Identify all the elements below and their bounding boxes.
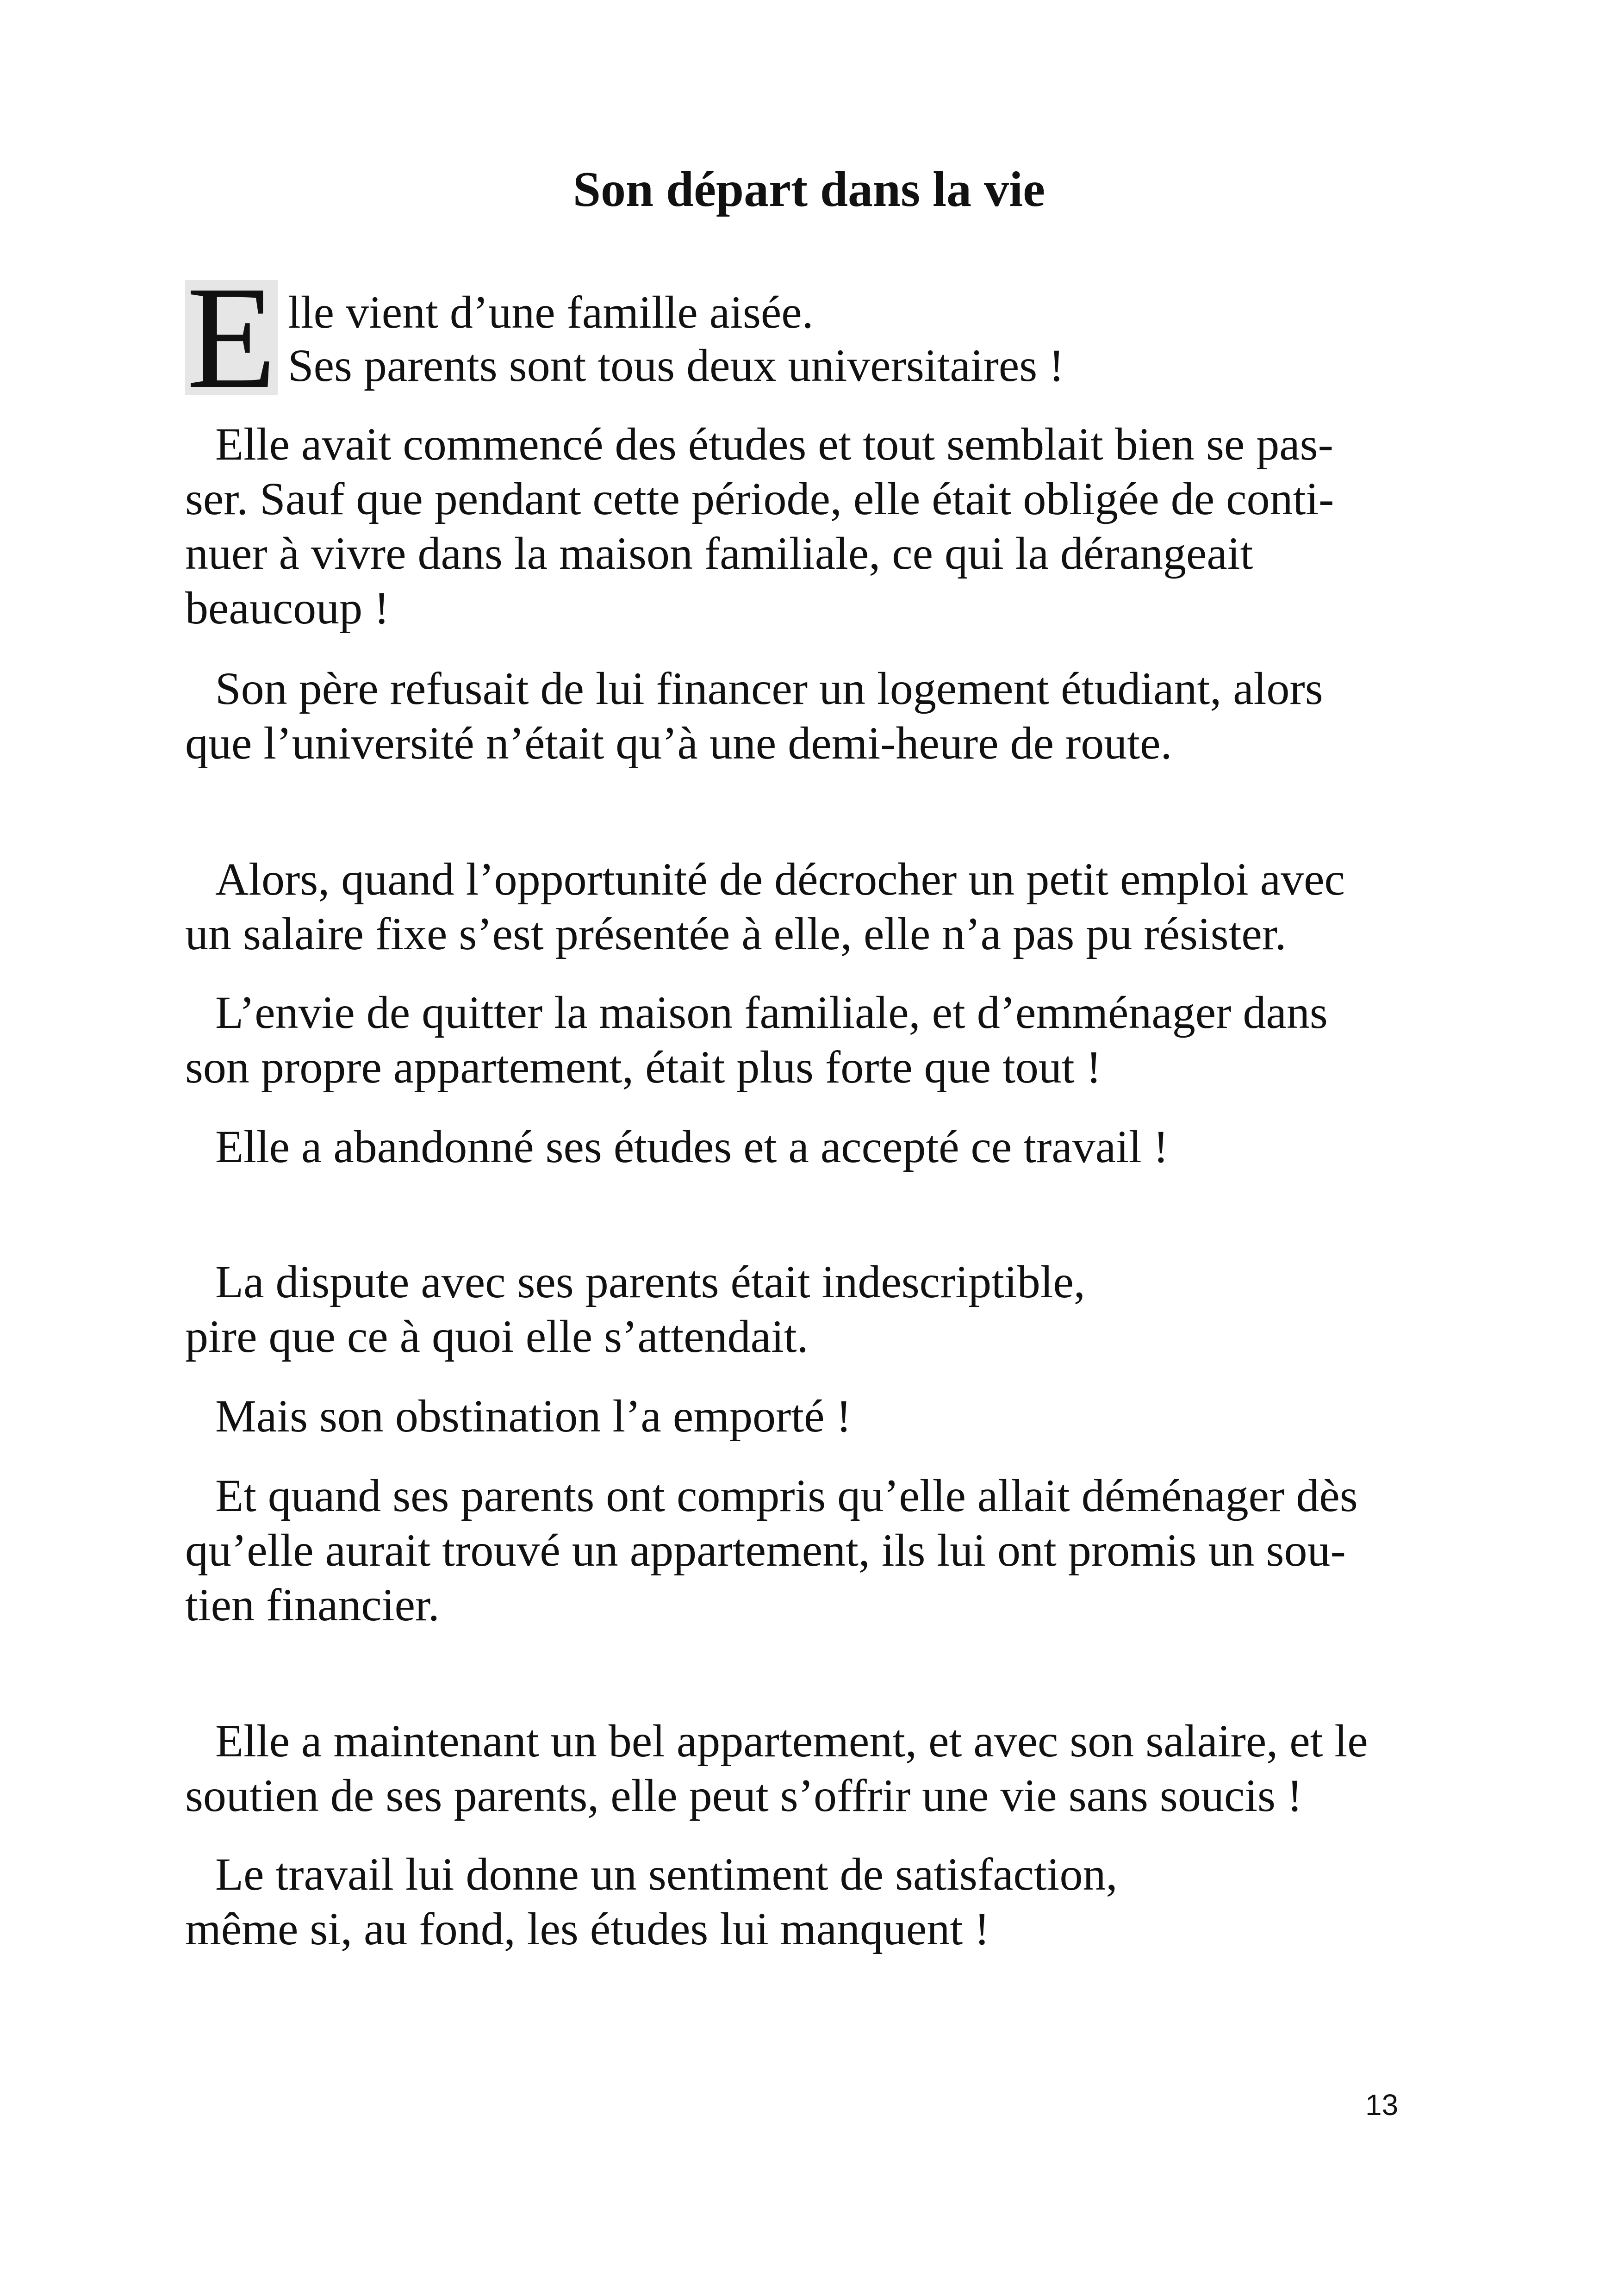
text-line: La dispute avec ses parents était indescriptible, (215, 1256, 1085, 1307)
text-line: nuer à vivre dans la maison familiale, ce qui la dérangeait (185, 528, 1253, 579)
text-line: Elle a maintenant un bel appartement, et avec son salaire, et le (215, 1715, 1368, 1767)
text-line: soutien de ses parents, elle peut s’offrir une vie sans soucis ! (185, 1770, 1303, 1821)
text-line: qu’elle aurait trouvé un appartement, ils lui ont promis un sou- (185, 1524, 1346, 1576)
page-title: Son départ dans la vie (573, 162, 1045, 217)
text-line: tien financier. (185, 1579, 440, 1630)
drop-cap: E (185, 280, 278, 395)
text-line: L’envie de quitter la maison familiale, et d’emménager dans (215, 987, 1328, 1038)
text-line: Et quand ses parents ont compris qu’elle allait déménager dès (215, 1470, 1358, 1521)
text-line: un salaire fixe s’est présentée à elle, elle n’a pas pu résister. (185, 908, 1287, 959)
text-line: beaucoup ! (185, 582, 390, 634)
text-line: lle vient d’une famille aisée. (288, 286, 814, 338)
text-line: Le travail lui donne un sentiment de satisfaction, (215, 1848, 1118, 1900)
text-line: même si, au fond, les études lui manquent ! (185, 1903, 990, 1954)
text-line: pire que ce à quoi elle s’attendait. (185, 1311, 809, 1362)
text-line: Alors, quand l’opportunité de décrocher un petit emploi avec (215, 853, 1345, 905)
page-number: 13 (1365, 2088, 1399, 2122)
text-line: son propre appartement, était plus forte que tout ! (185, 1041, 1101, 1093)
text-line: que l’université n’était qu’à une demi-heure de route. (185, 717, 1172, 769)
text-line: Son père refusait de lui financer un logement étudiant, alors (215, 663, 1323, 714)
text-line: Elle a abandonné ses études et a accepté ce travail ! (215, 1121, 1169, 1172)
text-line: ser. Sauf que pendant cette période, elle était obligée de conti- (185, 473, 1334, 524)
text-line: Elle avait commencé des études et tout semblait bien se pas- (215, 418, 1333, 470)
text-line: Ses parents sont tous deux universitaires ! (288, 340, 1064, 391)
text-line: Mais son obstination l’a emporté ! (215, 1390, 852, 1442)
